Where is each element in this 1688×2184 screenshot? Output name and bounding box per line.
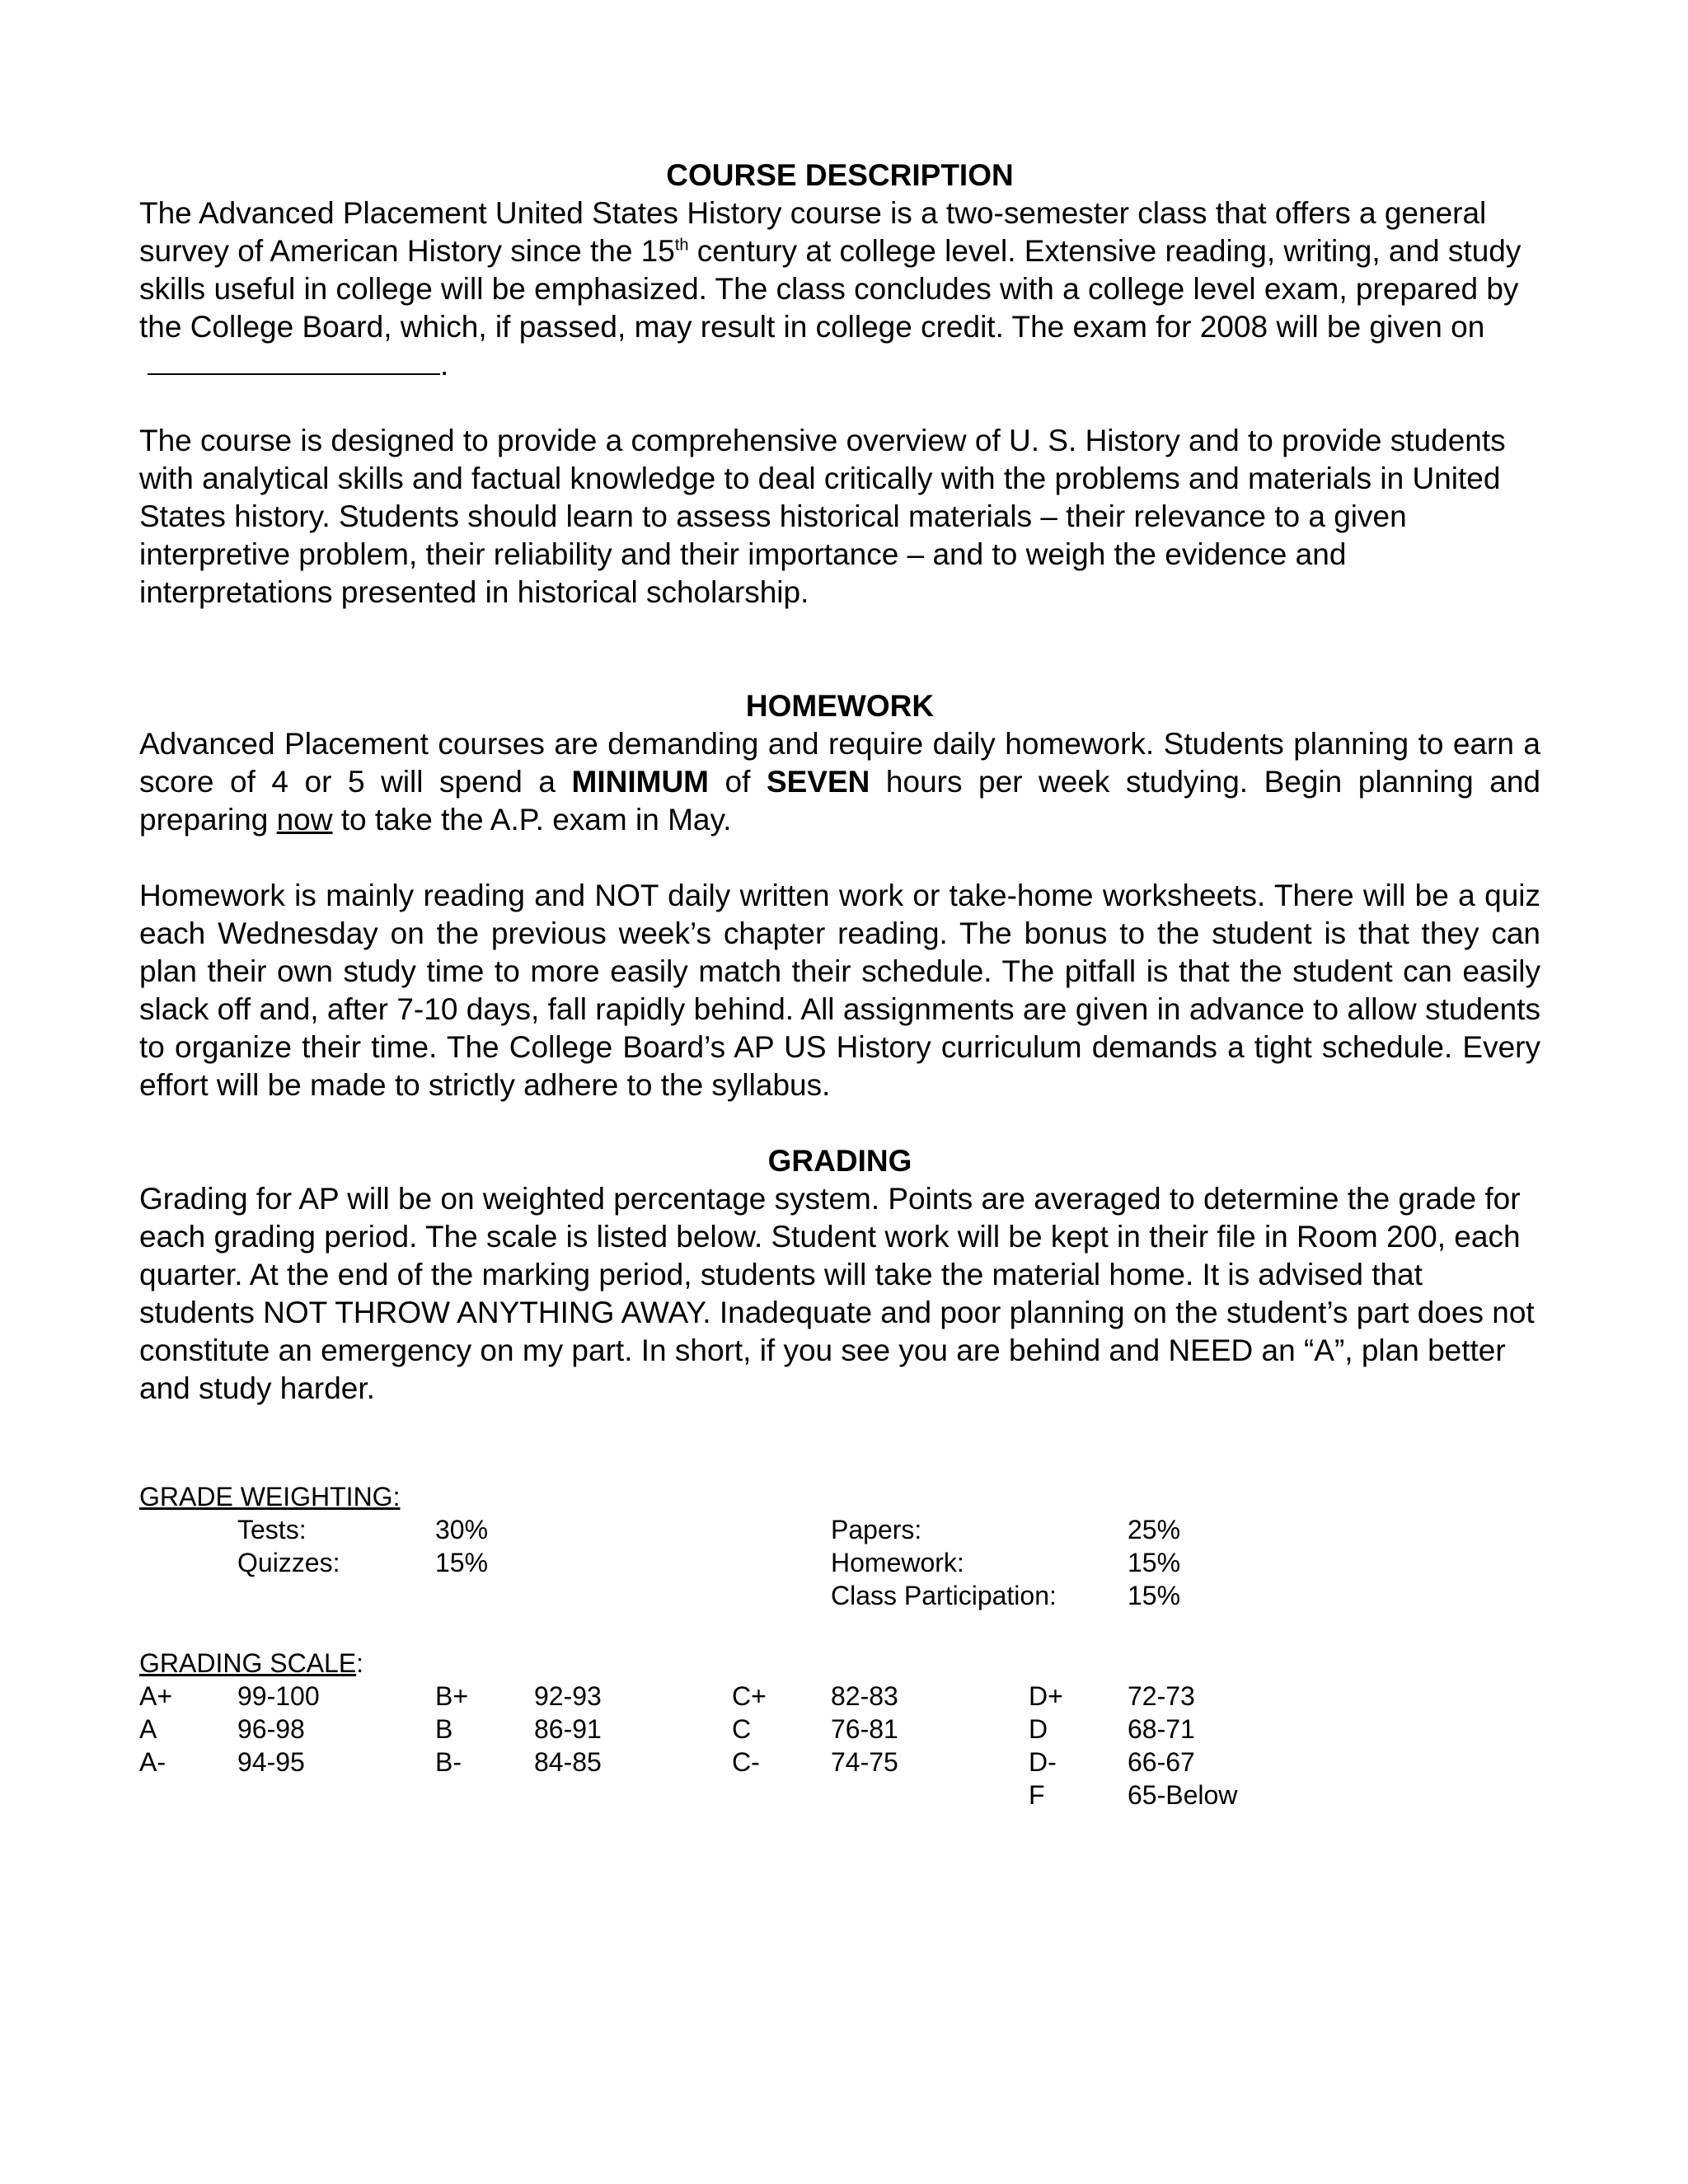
grading-paragraph: Grading for AP will be on weighted percentage system. Points are averaged to determine the grade for each grading period. The scale is listed below. Student work will be kept in their file in Room 200, each quarter. At the end of the marking period, students will take the material home. It is advised that students NOT THROW ANYTHING AWAY. Inadequate and poor planning on the student’s part does not constitute an emergency on my part. In short, if you see you are behind and NEED an “A”, plan better and study harder.: [139, 1182, 1535, 1405]
grading-scale-row: [139, 1680, 1540, 1713]
grading-scale-title: [139, 1647, 1540, 1680]
grade-letter: C: [732, 1714, 752, 1744]
course-p1-text-b: century at college level. Extensive reading, writing, and study skills useful in college will be emphasized. The class concludes with a college level exam, prepared by the College Board, which, if passed, may result in college credit. The exam for 2008 will be given on: [139, 234, 1522, 344]
grade-range: 68-71: [1128, 1714, 1195, 1744]
grade-letter: A-: [139, 1747, 166, 1777]
grade-range: 66-67: [1128, 1747, 1195, 1777]
grade-letter: D: [1029, 1714, 1048, 1744]
homework-p1-text-d: to take the A.P. exam in May.: [332, 803, 732, 837]
grade-range: 76-81: [831, 1714, 898, 1744]
course-p1-end: .: [440, 348, 449, 382]
weighting-row-3: [139, 1579, 1540, 1612]
grade-letter: B-: [435, 1747, 462, 1777]
grade-range: 82-83: [831, 1681, 898, 1711]
weighting-value: 25%: [1128, 1515, 1181, 1544]
weighting-value: 15%: [1128, 1581, 1181, 1610]
weighting-value: 15%: [435, 1548, 489, 1577]
weighting-label: Homework:: [831, 1548, 964, 1577]
course-description-heading: COURSE DESCRIPTION: [666, 158, 1014, 192]
grade-range: 92-93: [534, 1681, 602, 1711]
course-description-paragraph-1: [139, 194, 1540, 384]
grade-letter: D+: [1029, 1681, 1063, 1711]
grading-scale-row: [139, 1746, 1540, 1779]
grade-letter: F: [1029, 1780, 1045, 1810]
grade-range: 94-95: [237, 1747, 305, 1777]
homework-paragraph-2: Homework is mainly reading and NOT daily written work or take-home worksheets. There will be a quiz each Wednesday on the previous week’s chapter reading. The bonus to the student is that they can plan their own study time to more easily match their schedule. The pitfall is that the student can easily slack off and, after 7-10 days, fall rapidly behind. All assignments are given in advance to allow students to organize their time. The College Board’s AP US History curriculum demands a tight schedule. Every effort will be made to strictly adhere to the syllabus.: [139, 879, 1540, 1102]
grading-scale-table: [139, 1680, 1540, 1811]
document-page: [139, 157, 1540, 1811]
seven-bold: SEVEN: [766, 765, 870, 799]
homework-paragraph-1: [139, 725, 1540, 839]
ordinal-superscript: th: [674, 236, 689, 255]
grade-range: 96-98: [237, 1714, 305, 1744]
weighting-label: Class Participation:: [831, 1581, 1057, 1610]
grade-range: 84-85: [534, 1747, 602, 1777]
weighting-value: 15%: [1128, 1548, 1181, 1577]
grade-range: 65-Below: [1128, 1780, 1238, 1810]
grading-scale-title-text: GRADING SCALE: [139, 1648, 357, 1678]
grading-scale-row: [139, 1713, 1540, 1746]
weighting-value: 30%: [435, 1515, 489, 1544]
grade-letter: C+: [732, 1681, 767, 1711]
homework-p1-text-a: Advanced Placement courses are demanding and require daily homework. Students planning to earn a score of 4 or 5 will spend a: [139, 727, 1540, 799]
homework-p1-text-c: hours per week studying. Begin planning and preparing: [139, 765, 1540, 837]
exam-date-blank-line: [148, 349, 440, 375]
grade-letter: C-: [732, 1747, 760, 1777]
weighting-label: Papers:: [831, 1515, 922, 1544]
weighting-row-2: [139, 1546, 1540, 1579]
grade-range: 86-91: [534, 1714, 602, 1744]
course-p1-text-a: The Advanced Placement United States History course is a two-semester class that offers a general survey of American History since the 15: [139, 196, 1487, 268]
grade-letter: B: [435, 1714, 453, 1744]
grade-range: 99-100: [237, 1681, 320, 1711]
weighting-row-1: [139, 1513, 1540, 1546]
grade-letter: A: [139, 1714, 157, 1744]
homework-heading: HOMEWORK: [745, 689, 935, 723]
grade-range: 72-73: [1128, 1681, 1195, 1711]
minimum-bold: MINIMUM: [571, 765, 709, 799]
homework-p1-text-b: of: [709, 765, 767, 799]
grading-heading: GRADING: [767, 1144, 912, 1178]
grade-letter: D-: [1029, 1747, 1057, 1777]
grade-letter: B+: [435, 1681, 469, 1711]
now-underlined: now: [276, 803, 333, 837]
course-description-paragraph-2: The course is designed to provide a comprehensive overview of U. S. History and to provide students with analytical skills and factual knowledge to deal critically with the problems and materials in United States history. Students should learn to assess historical materials – their relevance to a given interpretive problem, their reliability and their importance – and to weigh the evidence and interpretations presented in historical scholarship.: [139, 424, 1506, 609]
grading-scale-row: [139, 1779, 1540, 1811]
grade-weighting-title: GRADE WEIGHTING:: [139, 1482, 401, 1511]
grading-scale-colon: :: [356, 1648, 364, 1678]
grade-range: 74-75: [831, 1747, 898, 1777]
weighting-label: Quizzes:: [237, 1548, 340, 1577]
grade-letter: A+: [139, 1681, 173, 1711]
weighting-label: Tests:: [237, 1515, 307, 1544]
